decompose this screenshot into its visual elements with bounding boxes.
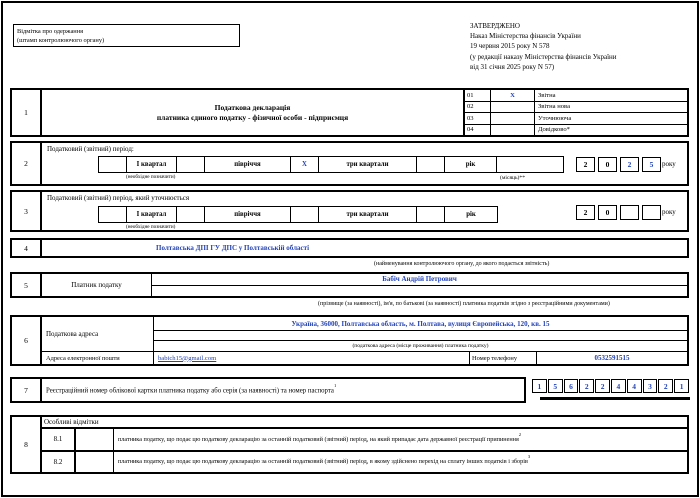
section-3-number: 3 <box>12 192 42 230</box>
taxpayer-value-area <box>152 274 687 296</box>
tax-id-digit-box[interactable]: 2 <box>658 379 673 393</box>
tax-id-digit-box[interactable]: 6 <box>564 379 579 393</box>
month-input-cell[interactable] <box>497 157 563 172</box>
tax-address-caption: (податкова адреса (місце проживання) платника податку) <box>352 343 489 349</box>
phone-label: Номер телефону <box>470 352 537 364</box>
receipt-stamp-box <box>13 24 240 47</box>
clarified-period-label: Податковий (звітний) період, який уточнюється <box>47 194 190 202</box>
special-mark-checkbox-8-2[interactable] <box>76 452 114 473</box>
special-mark-text-8-2 <box>114 452 687 473</box>
tax-id-digit-boxes <box>532 379 690 393</box>
decl-type-checkbox-utochnyuyucha[interactable] <box>491 113 535 124</box>
form-title <box>42 90 463 135</box>
period-checkbox-threequarters[interactable]: X <box>291 157 319 172</box>
tax-address-value-area <box>154 317 687 351</box>
decl-type-row-zvitna-nova <box>465 102 687 114</box>
decl-type-code: 01 <box>465 90 491 101</box>
special-mark-text-8-1 <box>114 429 687 450</box>
approved-date: 19 червня 2015 року N 578 <box>470 42 550 51</box>
section-8-number: 8 <box>12 417 42 472</box>
year-digit-box[interactable]: 2 <box>620 157 639 172</box>
year-digit-box[interactable]: 2 <box>576 157 595 172</box>
period-label-year: рік <box>445 157 497 172</box>
special-mark-checkbox-8-1[interactable] <box>76 429 114 450</box>
special-mark-code-8-2: 8.2 <box>42 452 76 473</box>
tax-id-label-text: Реєстраційний номер облікової картки платника податку або серія (за наявності) та номер паспорта <box>46 387 334 395</box>
taxpayer-label: Платник податку <box>42 274 152 296</box>
reporting-period-row <box>98 156 564 173</box>
approved-edition-1: (у редакції наказу Міністерства фінансів України <box>470 52 617 61</box>
section-6 <box>10 315 689 366</box>
section-5 <box>10 272 689 298</box>
email-label: Адреса електронної пошти <box>42 352 154 364</box>
clarified-label-q1: І квартал <box>127 207 177 222</box>
decl-type-label: Звітна <box>538 91 556 99</box>
declaration-type-table <box>463 90 687 135</box>
year-digit-box[interactable] <box>642 205 661 220</box>
year-input-2 <box>576 157 664 172</box>
section-1 <box>10 88 689 137</box>
decl-type-row-utochnyuyucha <box>465 113 687 125</box>
period-checkbox-halfyear[interactable] <box>177 157 205 172</box>
clarified-checkbox-q1[interactable] <box>99 207 127 222</box>
tax-id-digit-box[interactable]: 4 <box>611 379 626 393</box>
year-digit-box[interactable]: 0 <box>598 205 617 220</box>
section-6-number: 6 <box>12 317 42 364</box>
year-digit-box[interactable] <box>620 205 639 220</box>
tax-id-digit-box[interactable]: 2 <box>579 379 594 393</box>
month-note: (місяць)** <box>500 175 526 181</box>
tax-id-label <box>42 379 524 401</box>
year-digit-box[interactable]: 0 <box>598 157 617 172</box>
tax-id-digit-box[interactable]: 1 <box>532 379 547 393</box>
period-label-threequarters: три квартали <box>319 157 417 172</box>
form-title-line-2: платника єдиного податку - фізичної особи - підприємця <box>156 112 349 122</box>
year-input-3 <box>576 205 664 220</box>
section-5-number: 5 <box>12 274 42 296</box>
tax-id-underline <box>540 397 690 400</box>
clarified-checkbox-year[interactable] <box>417 207 445 222</box>
clarified-label-halfyear: півріччя <box>205 207 291 222</box>
clarified-period-row <box>98 206 498 223</box>
special-mark-code-8-1: 8.1 <box>42 429 76 450</box>
section-2-content <box>42 143 687 184</box>
section-3 <box>10 190 689 232</box>
section-4 <box>10 238 689 258</box>
special-mark-row-8-2 <box>42 452 687 473</box>
decl-type-row-zvitna <box>465 90 687 102</box>
decl-type-checkbox-zvitna-nova[interactable] <box>491 102 535 113</box>
section-4-number: 4 <box>12 240 42 256</box>
tax-address-label: Податкова адреса <box>42 317 154 351</box>
section-8-content <box>42 417 687 472</box>
reporting-period-label: Податковий (звітний) період: <box>47 145 134 153</box>
decl-type-label: Довідково* <box>538 126 570 134</box>
special-mark-text-8-1-body: платника податку, що подає цю податкову декларацію за останній податковий (звітний) період, на який припадає дата державної реєстрації припинення <box>118 436 519 444</box>
decl-type-label: Уточнююча <box>538 114 572 122</box>
approved-order: Наказ Міністерства фінансів України <box>470 32 581 41</box>
clarified-checkbox-halfyear[interactable] <box>177 207 205 222</box>
approved-edition-2: від 31 січня 2025 року N 57) <box>470 62 555 71</box>
stamp-line-1: Відмітка про одержання <box>17 28 84 35</box>
special-marks-header: Особливі відмітки <box>42 417 687 429</box>
tax-id-digit-box[interactable]: 5 <box>548 379 563 393</box>
controlling-authority-value[interactable]: Полтавська ДПІ ГУ ДПС у Полтавській області <box>156 244 310 252</box>
section-7 <box>10 377 526 403</box>
clarified-label-year: рік <box>466 211 476 218</box>
period-label-halfyear: півріччя <box>205 157 291 172</box>
tax-id-digit-box[interactable]: 1 <box>674 379 689 393</box>
period-checkbox-year[interactable] <box>417 157 445 172</box>
approved-title: ЗАТВЕРДЖЕНО <box>470 22 520 30</box>
section-3-content <box>42 192 687 230</box>
year-digit-box[interactable]: 2 <box>576 205 595 220</box>
decl-type-code: 03 <box>465 113 491 124</box>
tax-address-empty-line[interactable] <box>154 331 687 341</box>
contact-row <box>42 352 687 364</box>
section-2-number: 2 <box>12 143 42 184</box>
special-mark-footnote-8-2: 3 <box>527 454 531 460</box>
tax-id-digit-box[interactable]: 4 <box>627 379 642 393</box>
tax-id-digit-box[interactable]: 3 <box>643 379 658 393</box>
decl-type-checkbox-dovidkovo[interactable] <box>491 125 535 136</box>
clarified-checkbox-threequarters[interactable] <box>291 207 319 222</box>
special-mark-text-8-2-body: платника податку, що подає цю податкову декларацію за останній податковий (звітний) період, в якому здійснено перехід на сплату інших податків і зборів <box>118 458 528 466</box>
phone-value[interactable]: 0532591515 <box>594 354 630 362</box>
mark-required-note: (необхідне позначити) <box>126 174 176 180</box>
decl-type-code: 04 <box>465 125 491 136</box>
tax-id-digit-box[interactable]: 2 <box>595 379 610 393</box>
year-suffix: року <box>662 160 676 168</box>
section-6-content <box>42 317 687 364</box>
period-checkbox-q1[interactable] <box>99 157 127 172</box>
clarified-label-threequarters: три квартали <box>319 207 417 222</box>
section-2 <box>10 141 689 186</box>
section-1-number: 1 <box>12 90 42 135</box>
section-7-number: 7 <box>12 379 42 401</box>
decl-type-row-dovidkovo <box>465 125 687 136</box>
approved-block <box>470 21 694 72</box>
special-mark-footnote-8-1: 2 <box>518 431 522 437</box>
tax-id-footnote-mark: 1 <box>333 382 337 388</box>
period-label-q1: І квартал <box>127 157 177 172</box>
mark-required-note: (необхідне позначити) <box>126 224 176 230</box>
decl-type-label: Звітна нова <box>538 103 571 111</box>
section-8 <box>10 415 689 474</box>
tax-address-rows <box>42 317 687 352</box>
taxpayer-name-value[interactable]: Бабіч Андрій Петрович <box>152 274 687 286</box>
decl-type-code: 02 <box>465 102 491 113</box>
special-mark-row-8-1 <box>42 429 687 452</box>
email-value[interactable]: babich15@gmail.com <box>158 354 217 362</box>
taxpayer-caption: (прізвище (за наявності), ім'я, по батькові (за наявності) платника податків згідно з реєстраційними документами) <box>318 301 610 307</box>
year-suffix: року <box>662 208 676 216</box>
form-title-line-1: Податкова декларація <box>214 102 291 112</box>
tax-address-value[interactable]: Україна, 36000, Полтавська область, м. Полтава, вулиця Європейська, 120, кв. 15 <box>154 317 687 331</box>
taxpayer-name-empty-line[interactable] <box>152 286 687 297</box>
decl-type-checkbox-zvitna[interactable]: X <box>491 90 535 101</box>
year-digit-box[interactable]: 5 <box>642 157 661 172</box>
controlling-authority-caption: (найменування контролюючого органу, до якого подається звітність) <box>374 261 550 267</box>
stamp-line-2: (штамп контролюючого органу) <box>17 37 105 44</box>
email-cell <box>154 352 470 364</box>
